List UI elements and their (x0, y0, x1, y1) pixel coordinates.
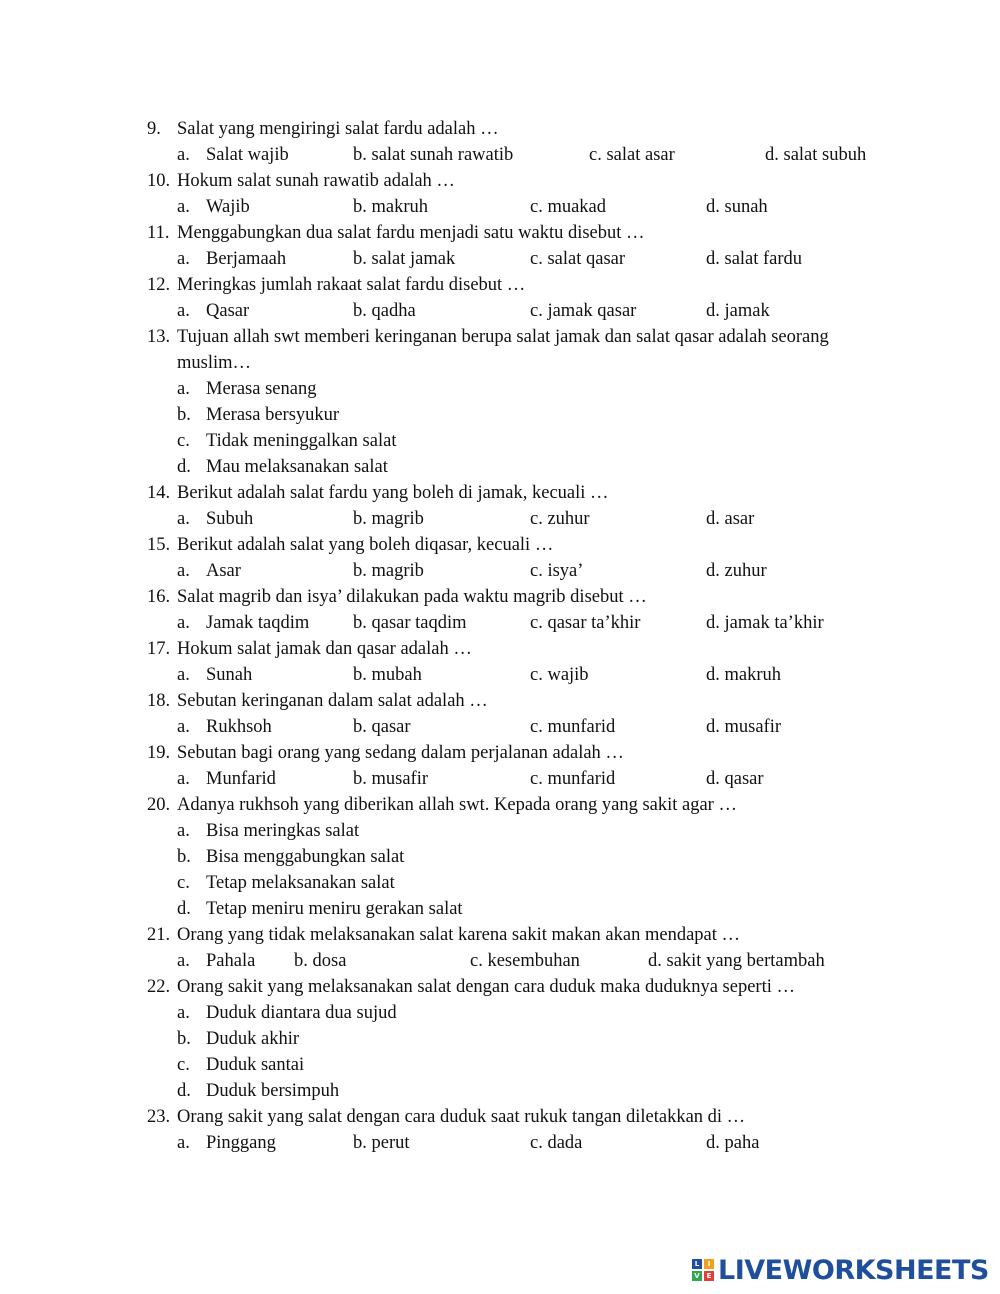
answer-option[interactable]: b. mubah (353, 665, 422, 685)
question-number: 9. (147, 119, 161, 139)
brand-name: LIVEWORKSHEETS (718, 1254, 989, 1286)
answer-option[interactable]: Subuh (206, 509, 254, 529)
answer-options-row (0, 662, 1000, 688)
answer-option[interactable]: b. qadha (353, 301, 416, 321)
question-number: 13. (147, 327, 171, 347)
option-letter: b. (177, 847, 191, 867)
question-17 (0, 636, 1000, 662)
answer-options-row (0, 142, 1000, 168)
answer-option[interactable]: c. wajib (530, 665, 589, 685)
question-number: 10. (147, 171, 171, 191)
liveworksheets-brand[interactable] (692, 1254, 989, 1286)
option-letter: a. (177, 509, 190, 529)
question-10 (0, 168, 1000, 194)
answer-option[interactable]: c. salat asar (589, 145, 675, 165)
answer-option[interactable]: c. munfarid (530, 769, 616, 789)
question-9 (0, 116, 1000, 142)
option-text: Duduk akhir (206, 1029, 299, 1049)
answer-option[interactable]: d. paha (706, 1133, 760, 1153)
answer-option[interactable]: c. isya’ (530, 561, 584, 581)
answer-options-row (0, 298, 1000, 324)
answer-option[interactable]: d. salat subuh (765, 145, 867, 165)
question-text: Sebutan keringanan dalam salat adalah … (177, 691, 488, 711)
answer-option[interactable]: c. zuhur (530, 509, 590, 529)
answer-option[interactable] (0, 1026, 1000, 1052)
answer-option[interactable]: d. zuhur (706, 561, 767, 581)
option-text: Bisa menggabungkan salat (206, 847, 405, 867)
question-18 (0, 688, 1000, 714)
answer-options-row (0, 506, 1000, 532)
question-number: 21. (147, 925, 171, 945)
question-number: 17. (147, 639, 171, 659)
question-text: Adanya rukhsoh yang diberikan allah swt. Kepada orang yang sakit agar … (177, 795, 737, 815)
answer-option[interactable]: b. magrib (353, 561, 424, 581)
answer-option[interactable]: b. makruh (353, 197, 429, 217)
logo-tile: V (692, 1271, 702, 1281)
option-letter: a. (177, 665, 190, 685)
answer-option[interactable]: d. makruh (706, 665, 782, 685)
answer-option[interactable] (0, 376, 1000, 402)
option-letter: c. (177, 431, 190, 451)
option-text: Tidak meninggalkan salat (206, 431, 397, 451)
answer-option[interactable]: Qasar (206, 301, 250, 321)
option-text: Duduk diantara dua sujud (206, 1003, 397, 1023)
question-number: 19. (147, 743, 171, 763)
answer-option[interactable] (0, 818, 1000, 844)
question-text: Salat magrib dan isya’ dilakukan pada waktu magrib disebut … (177, 587, 647, 607)
option-letter: a. (177, 379, 190, 399)
answer-option[interactable]: c. qasar ta’khir (530, 613, 641, 633)
answer-option[interactable]: b. magrib (353, 509, 424, 529)
answer-option[interactable] (0, 454, 1000, 480)
question-22 (0, 974, 1000, 1000)
answer-options-row (0, 246, 1000, 272)
answer-option[interactable]: d. qasar (706, 769, 764, 789)
liveworksheets-logo-icon (692, 1259, 714, 1281)
option-letter: d. (177, 1081, 191, 1101)
answer-options-row (0, 610, 1000, 636)
answer-option[interactable] (0, 896, 1000, 922)
answer-option[interactable]: Asar (206, 561, 241, 581)
answer-option[interactable]: b. musafir (353, 769, 429, 789)
answer-option[interactable]: c. salat qasar (530, 249, 626, 269)
answer-option[interactable]: Munfarid (206, 769, 276, 789)
question-number: 23. (147, 1107, 171, 1127)
question-11 (0, 220, 1000, 246)
answer-option[interactable] (0, 1078, 1000, 1104)
question-20 (0, 792, 1000, 818)
answer-option[interactable]: d. sunah (706, 197, 768, 217)
option-text: Duduk santai (206, 1055, 305, 1075)
answer-option[interactable]: Salat wajib (206, 145, 289, 165)
option-text: Tetap meniru meniru gerakan salat (206, 899, 463, 919)
option-text: Bisa meringkas salat (206, 821, 360, 841)
question-text: Orang sakit yang salat dengan cara duduk saat rukuk tangan diletakkan di … (177, 1107, 746, 1127)
option-letter: a. (177, 249, 190, 269)
question-text: Berikut adalah salat yang boleh diqasar, kecuali … (177, 535, 554, 555)
question-text: Hokum salat jamak dan qasar adalah … (177, 639, 472, 659)
answer-option[interactable]: Pinggang (206, 1133, 276, 1153)
question-15 (0, 532, 1000, 558)
question-number: 12. (147, 275, 171, 295)
question-number: 22. (147, 977, 171, 997)
option-letter: c. (177, 1055, 190, 1075)
answer-option[interactable]: c. dada (530, 1133, 583, 1153)
answer-option[interactable]: Rukhsoh (206, 717, 272, 737)
option-letter: a. (177, 717, 190, 737)
answer-option[interactable]: d. salat fardu (706, 249, 803, 269)
answer-option[interactable]: Wajib (206, 197, 250, 217)
option-letter: a. (177, 613, 190, 633)
answer-option[interactable]: Sunah (206, 665, 253, 685)
answer-option[interactable]: c. muakad (530, 197, 607, 217)
logo-tile: L (692, 1259, 702, 1269)
answer-options-row (0, 948, 1000, 974)
answer-option[interactable]: Berjamaah (206, 249, 287, 269)
answer-options-row (0, 558, 1000, 584)
question-19 (0, 740, 1000, 766)
option-letter: b. (177, 1029, 191, 1049)
logo-tile: E (704, 1271, 714, 1281)
option-letter: a. (177, 1003, 190, 1023)
question-21 (0, 922, 1000, 948)
answer-option[interactable]: b. perut (353, 1133, 410, 1153)
option-letter: a. (177, 145, 190, 165)
answer-option[interactable] (0, 402, 1000, 428)
question-12 (0, 272, 1000, 298)
option-letter: d. (177, 457, 191, 477)
answer-options-row (0, 1130, 1000, 1156)
answer-options-row (0, 714, 1000, 740)
answer-option[interactable]: b. salat jamak (353, 249, 456, 269)
answer-option[interactable] (0, 870, 1000, 896)
option-letter: a. (177, 821, 190, 841)
answer-option[interactable]: Pahala (206, 951, 256, 971)
answer-option[interactable]: Jamak taqdim (206, 613, 310, 633)
option-letter: a. (177, 197, 190, 217)
answer-option[interactable]: d. sakit yang bertambah (648, 951, 825, 971)
option-letter: d. (177, 899, 191, 919)
question-number: 16. (147, 587, 171, 607)
question-number: 20. (147, 795, 171, 815)
question-number: 11. (147, 223, 170, 243)
question-16 (0, 584, 1000, 610)
option-text: Duduk bersimpuh (206, 1081, 340, 1101)
answer-option[interactable]: b. qasar (353, 717, 411, 737)
option-letter: a. (177, 1133, 190, 1153)
answer-option[interactable]: c. jamak qasar (530, 301, 637, 321)
answer-option[interactable]: c. kesembuhan (470, 951, 580, 971)
answer-options-row (0, 194, 1000, 220)
option-letter: c. (177, 873, 190, 893)
answer-option[interactable]: b. salat sunah rawatib (353, 145, 514, 165)
option-letter: b. (177, 405, 191, 425)
option-letter: a. (177, 561, 190, 581)
question-number: 18. (147, 691, 171, 711)
question-text: Tujuan allah swt memberi keringanan berupa salat jamak dan salat qasar adalah seorang muslim… (177, 327, 829, 373)
answer-option[interactable]: d. jamak ta’khir (706, 613, 824, 633)
answer-option[interactable] (0, 1052, 1000, 1078)
question-number: 15. (147, 535, 171, 555)
option-letter: a. (177, 951, 190, 971)
answer-option[interactable]: b. dosa (294, 951, 347, 971)
option-text: Merasa bersyukur (206, 405, 340, 425)
question-text: Berikut adalah salat fardu yang boleh di jamak, kecuali … (177, 483, 609, 503)
option-text: Merasa senang (206, 379, 317, 399)
option-letter: a. (177, 301, 190, 321)
option-letter: a. (177, 769, 190, 789)
answer-option[interactable]: d. asar (706, 509, 755, 529)
answer-option[interactable]: d. musafir (706, 717, 782, 737)
question-number: 14. (147, 483, 171, 503)
question-text: Orang yang tidak melaksanakan salat karena sakit makan akan mendapat … (177, 925, 741, 945)
answer-option[interactable]: c. munfarid (530, 717, 616, 737)
answer-option[interactable] (0, 428, 1000, 454)
answer-options-row (0, 766, 1000, 792)
option-text: Mau melaksanakan salat (206, 457, 388, 477)
question-13 (0, 324, 1000, 376)
question-14 (0, 480, 1000, 506)
answer-option[interactable]: b. qasar taqdim (353, 613, 467, 633)
question-text: Salat yang mengiringi salat fardu adalah … (177, 119, 499, 139)
worksheet-page (0, 116, 1000, 1156)
question-text: Sebutan bagi orang yang sedang dalam perjalanan adalah … (177, 743, 624, 763)
option-text: Tetap melaksanakan salat (206, 873, 395, 893)
answer-option[interactable] (0, 1000, 1000, 1026)
question-text: Menggabungkan dua salat fardu menjadi satu waktu disebut … (177, 223, 645, 243)
question-23 (0, 1104, 1000, 1130)
answer-option[interactable]: d. jamak (706, 301, 770, 321)
question-text: Meringkas jumlah rakaat salat fardu disebut … (177, 275, 526, 295)
answer-option[interactable] (0, 844, 1000, 870)
logo-tile: I (704, 1259, 714, 1269)
question-text: Hokum salat sunah rawatib adalah … (177, 171, 455, 191)
question-text: Orang sakit yang melaksanakan salat dengan cara duduk maka duduknya seperti … (177, 977, 795, 997)
